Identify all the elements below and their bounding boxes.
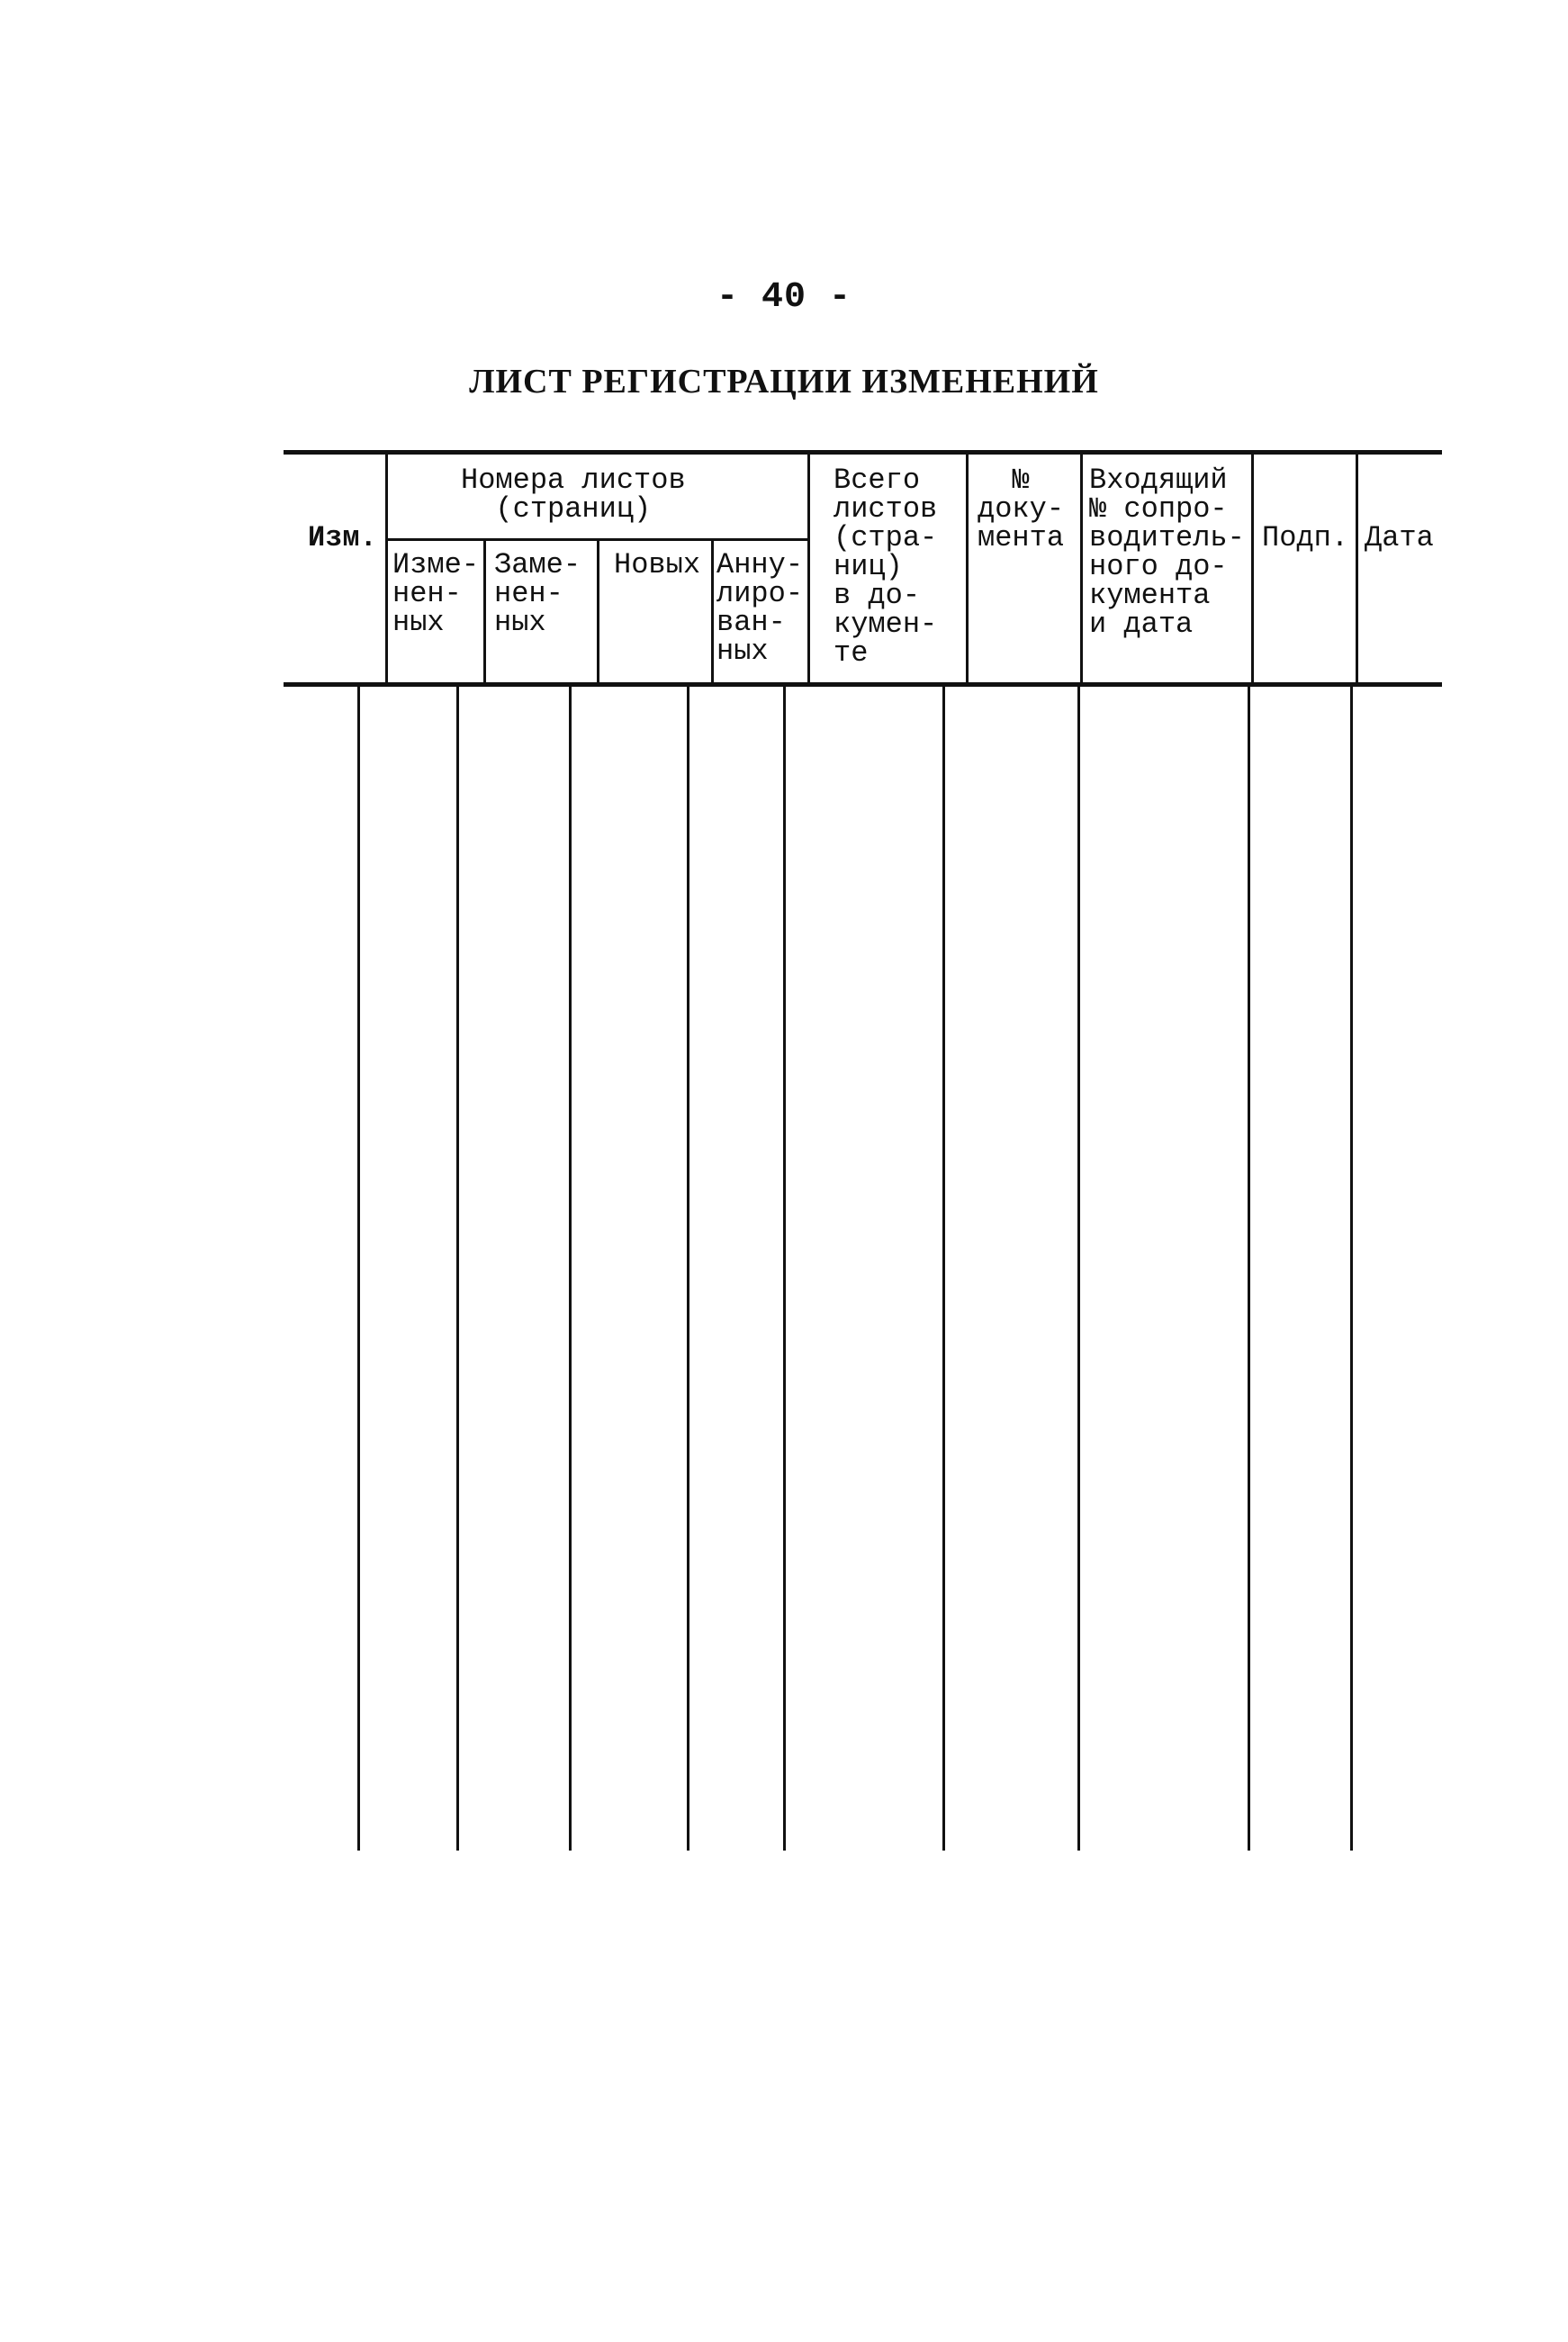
header-signature: Подп. [1262, 521, 1349, 554]
header-sheet-numbers: Номера листов (страниц) [461, 464, 686, 526]
header-col-line-9 [1356, 450, 1358, 684]
body-col-line-0 [357, 687, 360, 1851]
header-changed: Изме- нен- ных [392, 548, 480, 639]
header-col-line-5 [807, 450, 810, 684]
header-izm: Изм. [308, 521, 377, 554]
body-col-line-4 [783, 687, 786, 1851]
body-col-line-6 [1077, 687, 1080, 1851]
header-replaced: Заме- нен- ных [494, 548, 581, 639]
header-col-line-8 [1251, 450, 1254, 684]
header-total-sheets: Всего листов (стра- ниц) в до- кумен- те [834, 464, 938, 670]
header-col-line-6 [966, 450, 969, 684]
body-col-line-7 [1248, 687, 1250, 1851]
header-new: Новых [614, 548, 701, 581]
body-col-line-3 [687, 687, 689, 1851]
header-col-line-7 [1080, 450, 1083, 684]
body-col-line-2 [569, 687, 572, 1851]
body-col-line-1 [456, 687, 459, 1851]
page-title: ЛИСТ РЕГИСТРАЦИИ ИЗМЕНЕНИЙ [469, 363, 1099, 401]
header-doc-number: № доку- мента [978, 464, 1065, 554]
header-col-line-3 [597, 538, 599, 684]
page-number: - 40 - [716, 277, 852, 318]
body-col-line-8 [1350, 687, 1353, 1851]
header-incoming: Входящий № сопро- водитель- ного до- кумента и дата [1089, 464, 1245, 641]
body-col-line-5 [942, 687, 945, 1851]
header-annulled: Анну- лиро- ван- ных [716, 548, 804, 668]
header-col-line-1 [385, 450, 388, 684]
table-top-rule [284, 450, 1442, 455]
header-col-line-4 [711, 538, 714, 684]
header-col-line-2 [483, 538, 486, 684]
header-date: Дата [1365, 521, 1434, 554]
